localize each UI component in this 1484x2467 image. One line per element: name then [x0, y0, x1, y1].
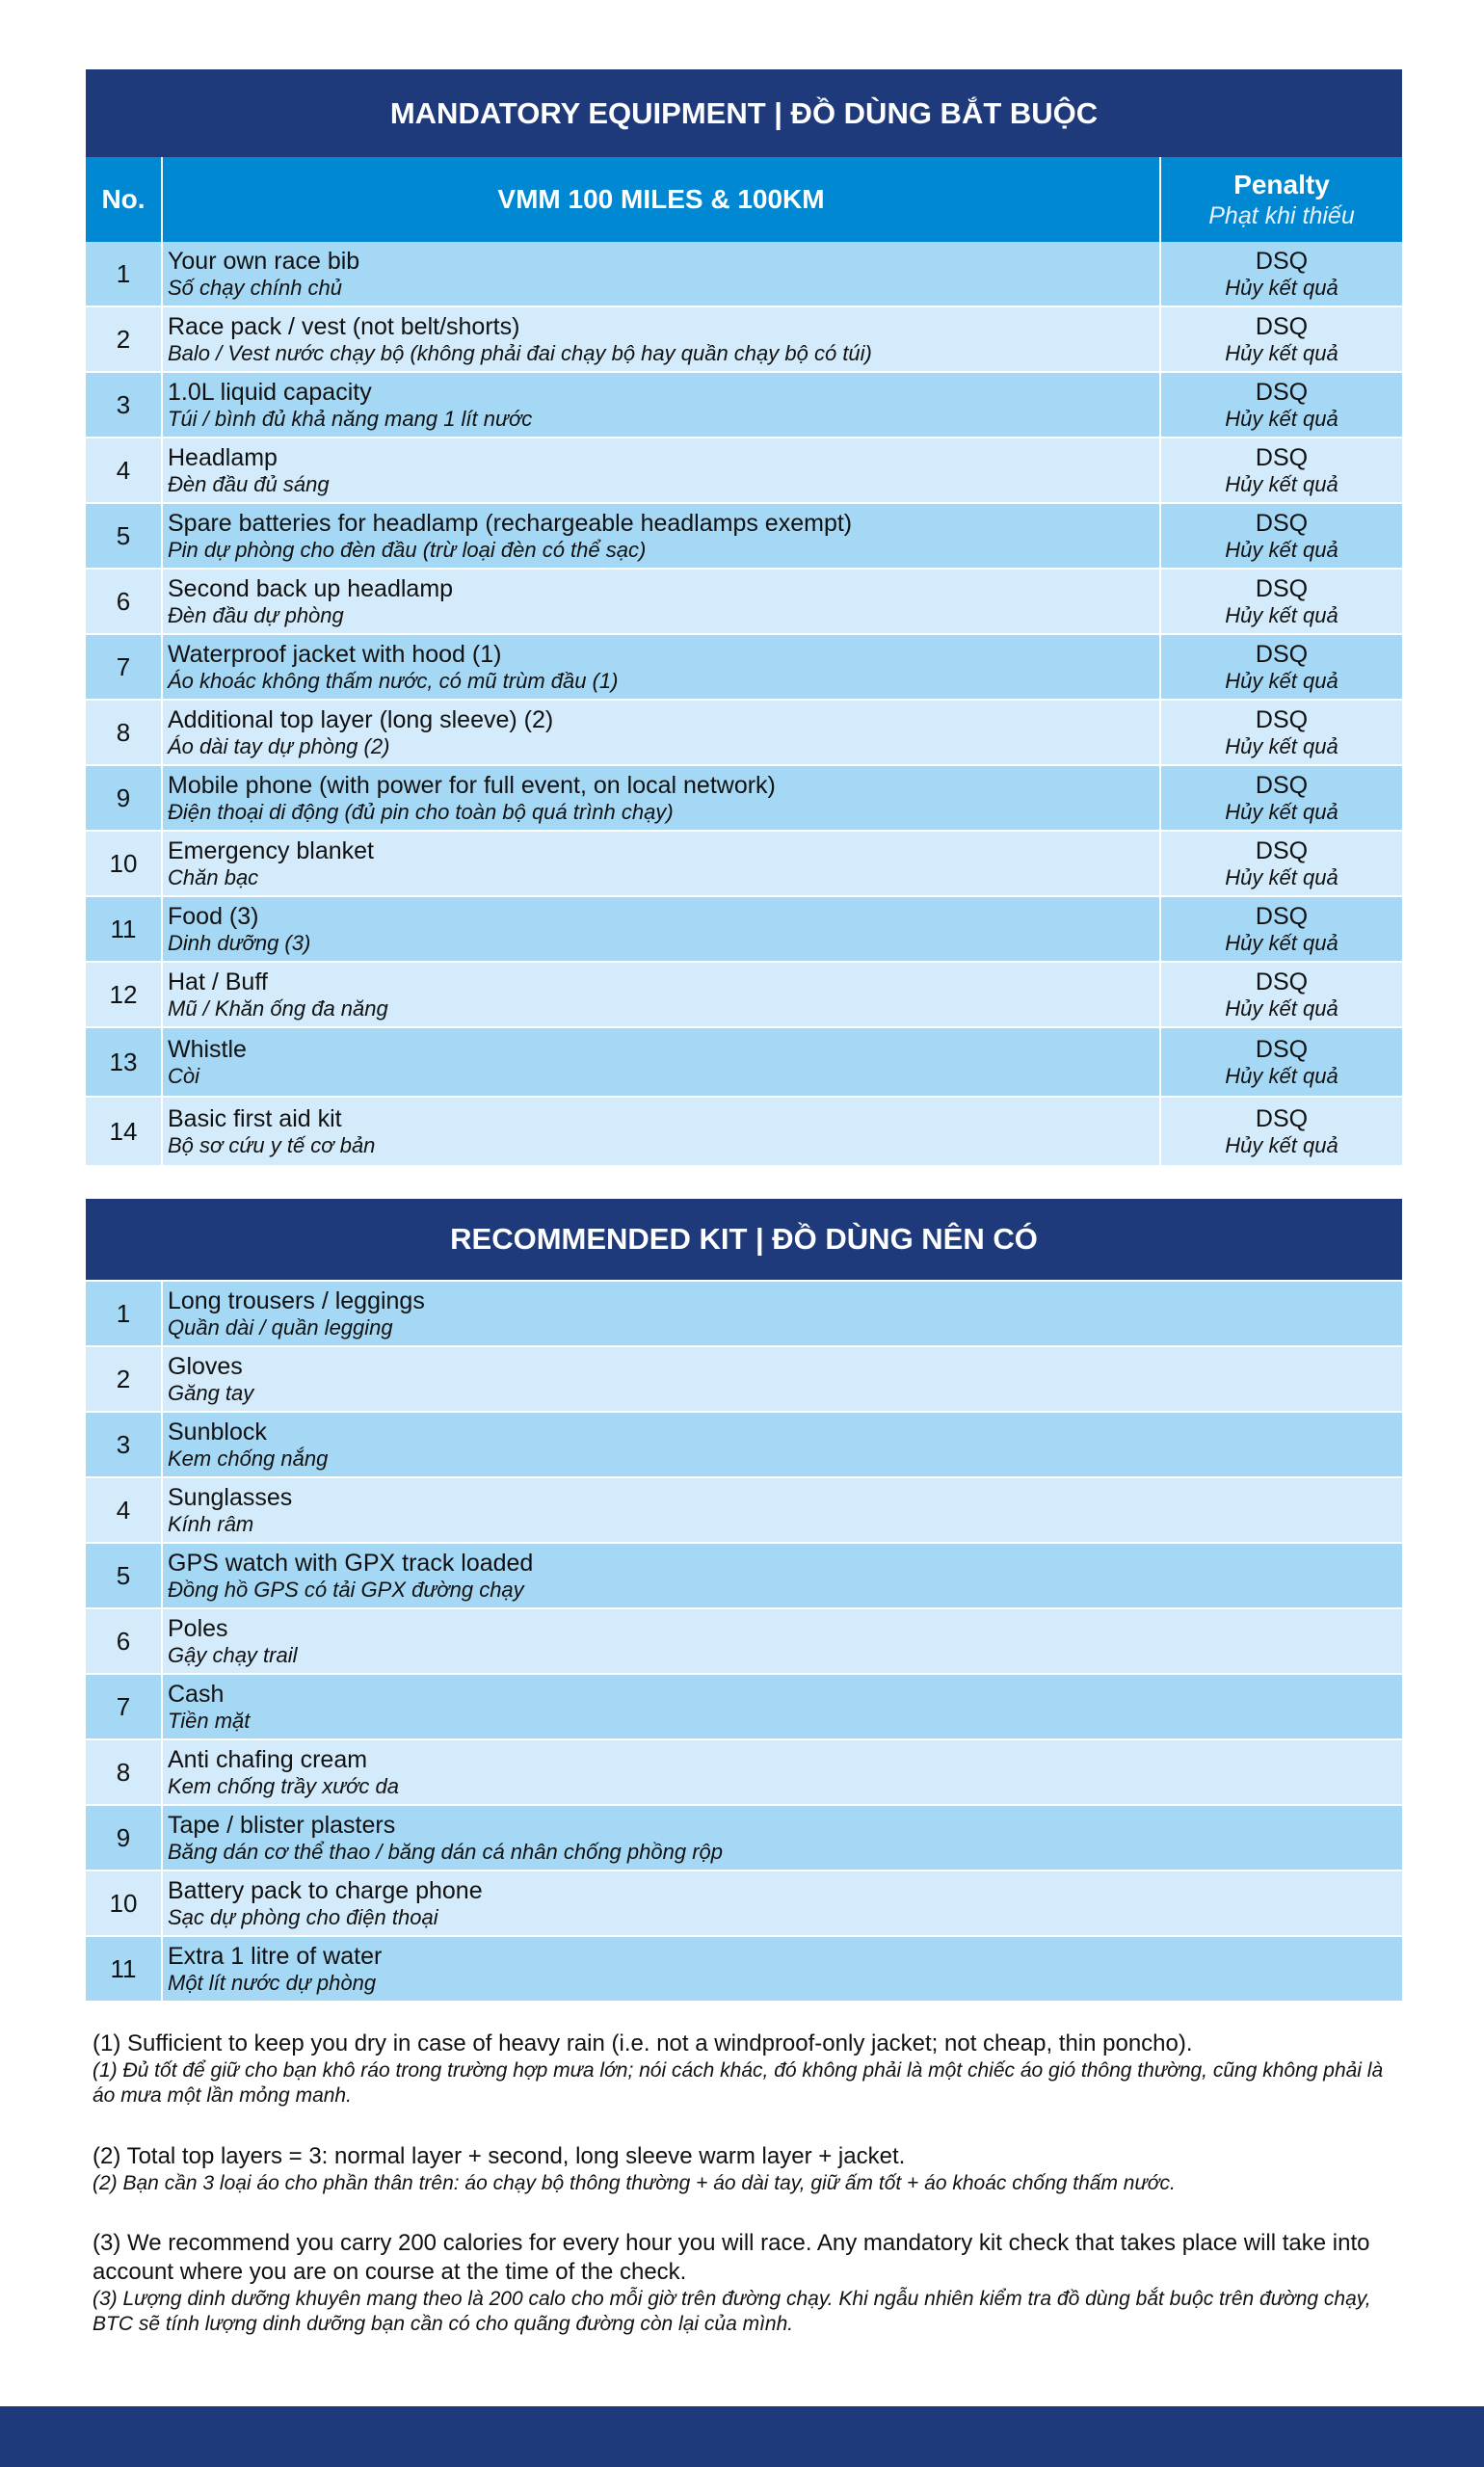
item-text [163, 1871, 1402, 1935]
item-text [163, 1028, 1161, 1096]
row-number: 6 [86, 570, 163, 633]
item-text [163, 1937, 1402, 2001]
item-text [163, 963, 1161, 1026]
table-row [86, 1740, 1402, 1806]
item-vi: Kem chống trầy xước da [168, 1773, 400, 1798]
row-number: 1 [86, 1282, 163, 1345]
table-row [86, 963, 1402, 1028]
item-en: Race pack / vest (not belt/shorts) [168, 312, 520, 340]
item-text [163, 504, 1161, 568]
row-number: 12 [86, 963, 163, 1026]
item-text [163, 1098, 1161, 1165]
penalty-en: DSQ [1255, 836, 1309, 864]
row-number: 4 [86, 1478, 163, 1542]
item-vi: Pin dự phòng cho đèn đầu (trừ loại đèn có thể sạc) [168, 537, 647, 562]
penalty-vi: Hủy kết quả [1225, 1132, 1338, 1157]
table-row [86, 1347, 1402, 1413]
item-vi: Mũ / Khăn ống đa năng [168, 995, 388, 1021]
table-row [86, 701, 1402, 766]
penalty-vi: Hủy kết quả [1225, 995, 1338, 1021]
header-no: No. [86, 157, 163, 242]
footnote-vi: (2) Bạn cần 3 loại áo cho phần thân trên: áo chạy bộ thông thường + áo dài tay, giữ ấm tốt + áo khoác chống thấm nước. [93, 2171, 1176, 2194]
item-text [163, 766, 1161, 830]
item-vi: Đồng hồ GPS có tải GPX đường chạy [168, 1577, 524, 1602]
item-text [163, 1544, 1402, 1607]
item-vi: Sạc dự phòng cho điện thoại [168, 1904, 438, 1929]
table-row [86, 504, 1402, 570]
item-text [163, 307, 1161, 371]
item-vi: Áo khoác không thấm nước, có mũ trùm đầu (1) [168, 668, 619, 693]
item-en: GPS watch with GPX track loaded [168, 1549, 534, 1577]
row-number: 8 [86, 1740, 163, 1804]
item-text [163, 438, 1161, 502]
penalty-cell [1161, 307, 1402, 371]
table-row [86, 307, 1402, 373]
item-vi: Điện thoại di động (đủ pin cho toàn bộ quá trình chạy) [168, 799, 674, 824]
item-vi: Tiền mặt [168, 1708, 251, 1733]
item-text [163, 1609, 1402, 1673]
item-vi: Một lít nước dự phòng [168, 1970, 377, 1995]
item-vi: Kem chống nắng [168, 1446, 329, 1471]
item-vi: Băng dán cơ thể thao / băng dán cá nhân chống phồng rộp [168, 1839, 723, 1864]
row-number: 3 [86, 373, 163, 437]
penalty-en: DSQ [1255, 1035, 1309, 1063]
row-number: 7 [86, 1675, 163, 1738]
recommended-title: RECOMMENDED KIT | ĐỒ DÙNG NÊN CÓ [86, 1199, 1402, 1280]
item-en: Battery pack to charge phone [168, 1876, 483, 1904]
item-vi: Găng tay [168, 1380, 254, 1405]
penalty-vi: Hủy kết quả [1225, 602, 1338, 627]
item-en: Hat / Buff [168, 968, 268, 995]
header-item: VMM 100 MILES & 100KM [163, 157, 1161, 242]
item-vi: Đèn đầu dự phòng [168, 602, 344, 627]
item-en: Poles [168, 1614, 228, 1642]
item-en: 1.0L liquid capacity [168, 378, 372, 406]
item-text [163, 570, 1161, 633]
penalty-vi: Hủy kết quả [1225, 864, 1338, 889]
penalty-vi: Hủy kết quả [1225, 668, 1338, 693]
table-row [86, 1871, 1402, 1937]
item-vi: Túi / bình đủ khả năng mang 1 lít nước [168, 406, 533, 431]
mandatory-equipment-table [86, 69, 1402, 1167]
item-vi: Kính râm [168, 1511, 254, 1536]
row-number: 9 [86, 766, 163, 830]
table-row [86, 242, 1402, 307]
penalty-en: DSQ [1255, 705, 1309, 733]
penalty-en: DSQ [1255, 902, 1309, 930]
footnote-en: (3) We recommend you carry 200 calories for every hour you will race. Any mandatory kit check that takes place will take into account where you are on course at the time of the check. [93, 2229, 1370, 2285]
penalty-cell [1161, 373, 1402, 437]
penalty-en: DSQ [1255, 247, 1309, 275]
row-number: 5 [86, 504, 163, 568]
item-vi: Bộ sơ cứu y tế cơ bản [168, 1132, 376, 1157]
row-number: 11 [86, 897, 163, 961]
table-row [86, 1806, 1402, 1871]
item-text [163, 1347, 1402, 1411]
row-number: 6 [86, 1609, 163, 1673]
item-en: Mobile phone (with power for full event, on local network) [168, 771, 776, 799]
table-row [86, 1478, 1402, 1544]
item-text [163, 242, 1161, 305]
item-vi: Dinh dưỡng (3) [168, 930, 311, 955]
footnote [93, 2229, 1403, 2338]
item-en: Sunglasses [168, 1483, 293, 1511]
item-en: Extra 1 litre of water [168, 1942, 383, 1970]
table-row [86, 1282, 1402, 1347]
penalty-vi: Hủy kết quả [1225, 340, 1338, 365]
item-en: Whistle [168, 1035, 247, 1063]
item-text [163, 1675, 1402, 1738]
item-text [163, 1478, 1402, 1542]
penalty-en: DSQ [1255, 312, 1309, 340]
item-text [163, 832, 1161, 895]
header-penalty-en: Penalty [1233, 170, 1330, 200]
table-row [86, 1098, 1402, 1167]
penalty-en: DSQ [1255, 1104, 1309, 1132]
penalty-vi: Hủy kết quả [1225, 537, 1338, 562]
footnote-vi: (3) Lượng dinh dưỡng khuyên mang theo là 200 calo cho mỗi giờ trên đường chạy. Khi ngẫu nhiên kiểm tra đồ dùng bắt buộc trên đường chạy, BTC sẽ tính lượng dinh dưỡng bạn cần có cho quãng đường còn lại của mình. [93, 2287, 1371, 2335]
item-en: Headlamp [168, 443, 278, 471]
mandatory-header-row [86, 157, 1402, 242]
row-number: 7 [86, 635, 163, 699]
mandatory-rows [86, 242, 1402, 1167]
penalty-cell [1161, 242, 1402, 305]
row-number: 2 [86, 1347, 163, 1411]
penalty-cell [1161, 504, 1402, 568]
item-text [163, 1282, 1402, 1345]
footnotes [93, 2029, 1403, 2370]
table-row [86, 1675, 1402, 1740]
row-number: 8 [86, 701, 163, 764]
item-vi: Áo dài tay dự phòng (2) [168, 733, 390, 758]
item-en: Sunblock [168, 1418, 267, 1446]
penalty-cell [1161, 701, 1402, 764]
penalty-en: DSQ [1255, 378, 1309, 406]
penalty-en: DSQ [1255, 640, 1309, 668]
footnote-en: (1) Sufficient to keep you dry in case of heavy rain (i.e. not a windproof-only jacket; not cheap, thin poncho). [93, 2030, 1193, 2056]
penalty-en: DSQ [1255, 968, 1309, 995]
row-number: 13 [86, 1028, 163, 1096]
item-vi: Còi [168, 1063, 200, 1088]
footer-bar [0, 2406, 1484, 2467]
mandatory-title: MANDATORY EQUIPMENT | ĐỒ DÙNG BẮT BUỘC [86, 69, 1402, 157]
item-text [163, 1806, 1402, 1870]
penalty-vi: Hủy kết quả [1225, 733, 1338, 758]
item-en: Long trousers / leggings [168, 1287, 425, 1314]
item-en: Your own race bib [168, 247, 360, 275]
item-vi: Quần dài / quần legging [168, 1314, 393, 1340]
penalty-cell [1161, 1098, 1402, 1165]
item-en: Anti chafing cream [168, 1745, 368, 1773]
penalty-en: DSQ [1255, 771, 1309, 799]
footnote-en: (2) Total top layers = 3: normal layer + second, long sleeve warm layer + jacket. [93, 2142, 906, 2169]
penalty-cell [1161, 438, 1402, 502]
row-number: 10 [86, 1871, 163, 1935]
item-text [163, 1740, 1402, 1804]
table-row [86, 1413, 1402, 1478]
row-number: 9 [86, 1806, 163, 1870]
table-row [86, 570, 1402, 635]
penalty-vi: Hủy kết quả [1225, 930, 1338, 955]
item-vi: Gậy chạy trail [168, 1642, 298, 1667]
penalty-en: DSQ [1255, 574, 1309, 602]
item-en: Spare batteries for headlamp (rechargeable headlamps exempt) [168, 509, 853, 537]
item-en: Basic first aid kit [168, 1104, 342, 1132]
item-text [163, 635, 1161, 699]
penalty-cell [1161, 963, 1402, 1026]
table-row [86, 1028, 1402, 1098]
recommended-rows [86, 1282, 1402, 2003]
penalty-cell [1161, 897, 1402, 961]
table-row [86, 1544, 1402, 1609]
table-row [86, 897, 1402, 963]
penalty-cell [1161, 1028, 1402, 1096]
penalty-cell [1161, 832, 1402, 895]
row-number: 5 [86, 1544, 163, 1607]
penalty-vi: Hủy kết quả [1225, 1063, 1338, 1088]
table-row [86, 1609, 1402, 1675]
item-en: Additional top layer (long sleeve) (2) [168, 705, 554, 733]
header-penalty [1161, 157, 1402, 242]
penalty-vi: Hủy kết quả [1225, 275, 1338, 300]
item-vi: Đèn đầu đủ sáng [168, 471, 330, 496]
row-number: 14 [86, 1098, 163, 1165]
penalty-cell [1161, 635, 1402, 699]
item-en: Gloves [168, 1352, 243, 1380]
item-text [163, 373, 1161, 437]
penalty-vi: Hủy kết quả [1225, 799, 1338, 824]
item-en: Tape / blister plasters [168, 1811, 396, 1839]
row-number: 2 [86, 307, 163, 371]
footnote [93, 2029, 1403, 2109]
footnote-vi: (1) Đủ tốt để giữ cho bạn khô ráo trong trường hợp mưa lớn; nói cách khác, đó không phải là một chiếc áo gió thông thường, cũng không phải là áo mưa một lần mỏng manh. [93, 2059, 1384, 2108]
row-number: 4 [86, 438, 163, 502]
table-row [86, 1937, 1402, 2003]
item-en: Waterproof jacket with hood (1) [168, 640, 502, 668]
row-number: 3 [86, 1413, 163, 1476]
item-en: Food (3) [168, 902, 259, 930]
row-number: 1 [86, 242, 163, 305]
item-en: Emergency blanket [168, 836, 375, 864]
row-number: 10 [86, 832, 163, 895]
item-text [163, 701, 1161, 764]
table-row [86, 373, 1402, 438]
item-vi: Số chạy chính chủ [168, 275, 343, 300]
item-text [163, 897, 1161, 961]
penalty-vi: Hủy kết quả [1225, 406, 1338, 431]
table-row [86, 832, 1402, 897]
penalty-en: DSQ [1255, 509, 1309, 537]
item-en: Second back up headlamp [168, 574, 454, 602]
header-penalty-vi: Phạt khi thiếu [1208, 201, 1355, 229]
footnote [93, 2142, 1403, 2196]
recommended-kit-table [86, 1199, 1402, 2003]
penalty-en: DSQ [1255, 443, 1309, 471]
table-row [86, 766, 1402, 832]
penalty-vi: Hủy kết quả [1225, 471, 1338, 496]
penalty-cell [1161, 766, 1402, 830]
item-vi: Balo / Vest nước chạy bộ (không phải đai chạy bộ hay quần chạy bộ có túi) [168, 340, 872, 365]
row-number: 11 [86, 1937, 163, 2001]
item-text [163, 1413, 1402, 1476]
item-en: Cash [168, 1680, 225, 1708]
item-vi: Chăn bạc [168, 864, 259, 889]
table-row [86, 438, 1402, 504]
table-row [86, 635, 1402, 701]
penalty-cell [1161, 570, 1402, 633]
